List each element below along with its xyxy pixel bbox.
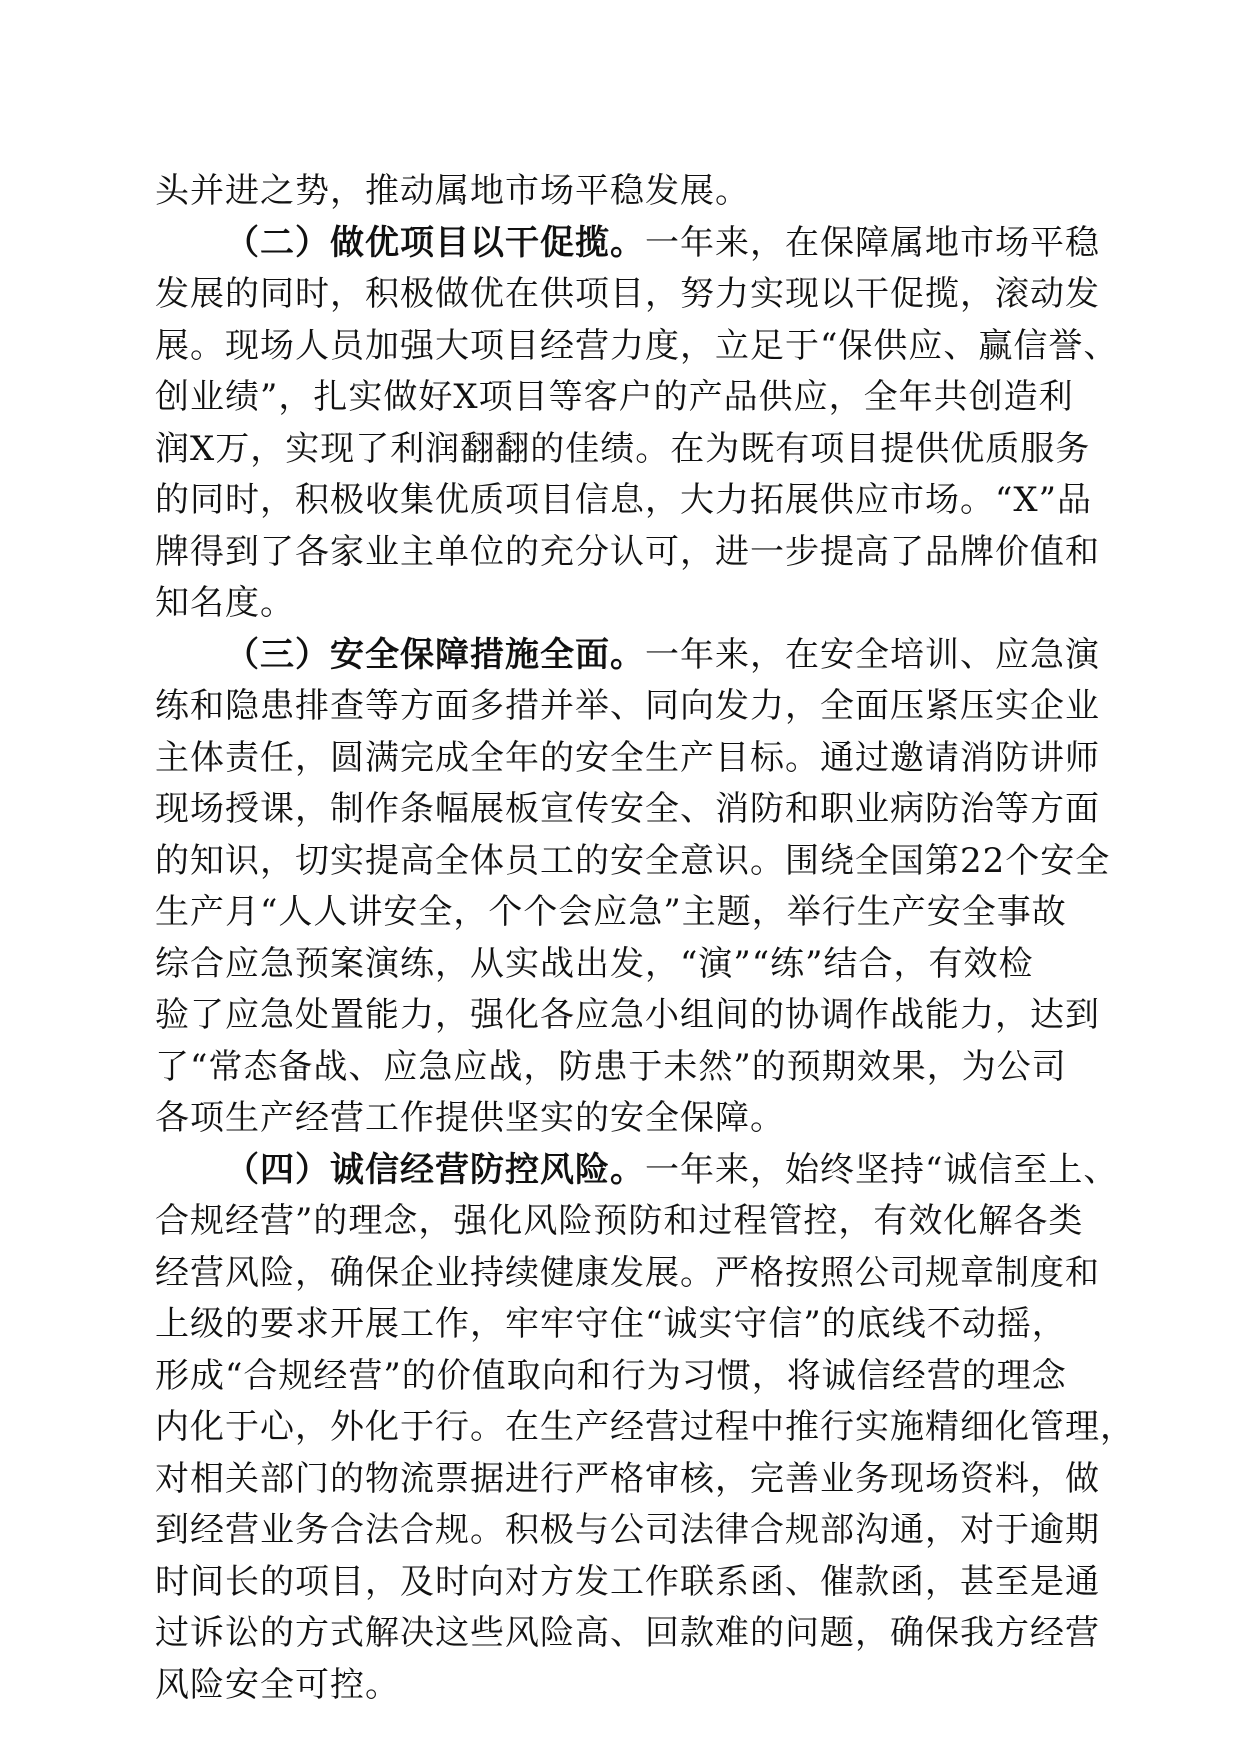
text-line: 过诉讼的方式解决这些风险高、回款难的问题，确保我方经营: [155, 1613, 1100, 1653]
text-line: 发展的同时，积极做优在供项目，努力实现以干促揽，滚动发: [155, 274, 1100, 314]
text-line: 创业绩”，扎实做好X项目等客户的产品供应，全年共创造利: [155, 377, 1074, 417]
text-line: 时间长的项目，及时向对方发工作联系函、催款函，甚至是通: [155, 1561, 1100, 1602]
text-line: 主体责任，圆满完成全年的安全生产目标。通过邀请消防讲师: [155, 737, 1100, 778]
text-line: 到经营业务合法合规。积极与公司法律合规部沟通，对于逾期: [155, 1510, 1100, 1550]
text-line: 润X万，实现了利润翻翻的佳绩。在为既有项目提供优质服务: [155, 428, 1091, 469]
text-line: 练和隐患排查等方面多措并举、同向发力，全面压紧压实企业: [155, 686, 1100, 726]
text-line: 了“常态备战、应急应战，防患于未然”的预期效果，为公司: [155, 1046, 1067, 1087]
section-heading: （二）做优项目以干促揽。: [225, 222, 645, 263]
text-line: 头并进之势，推动属地市场平稳发展。: [155, 171, 750, 211]
text-line: 合规经营”的理念，强化风险预防和过程管控，有效化解各类: [155, 1201, 1084, 1241]
section-heading-line: （四）诚信经营防控风险。一年来，始终坚持“诚信至上、: [225, 1149, 1119, 1190]
text-line: 牌得到了各家业主单位的充分认可，进一步提高了品牌价值和: [155, 531, 1100, 572]
text-line: 展。现场人员加强大项目经营力度，立足于“保供应、赢信誉、: [155, 325, 1119, 366]
text-line: 现场授课，制作条幅展板宣传安全、消防和职业病防治等方面: [155, 789, 1100, 829]
text-line: 各项生产经营工作提供坚实的安全保障。: [155, 1098, 785, 1138]
text-line: 经营风险，确保企业持续健康发展。严格按照公司规章制度和: [155, 1252, 1100, 1293]
text-line: 内化于心，外化于行。在生产经营过程中推行实施精细化管理，: [155, 1407, 1135, 1447]
text-line: 风险安全可控。: [155, 1664, 400, 1705]
text-line: 生产月“人人讲安全，个个会应急”主题，举行生产安全事故: [155, 892, 1067, 932]
text-line: 形成“合规经营”的价值取向和行为习惯，将诚信经营的理念: [155, 1355, 1067, 1396]
section-heading: （四）诚信经营防控风险。: [225, 1149, 645, 1190]
text-line: 的同时，积极收集优质项目信息，大力拓展供应市场。“X”品: [155, 480, 1092, 520]
section-heading-line: （二）做优项目以干促揽。一年来，在保障属地市场平稳: [225, 222, 1100, 263]
text-line: 知名度。: [155, 583, 295, 623]
text-line: 对相关部门的物流票据进行严格审核，完善业务现场资料，做: [155, 1458, 1100, 1499]
text-line: 上级的要求开展工作，牢牢守住“诚实守信”的底线不动摇，: [155, 1304, 1067, 1344]
text-line: 的知识，切实提高全体员工的安全意识。围绕全国第22个安全: [155, 840, 1111, 881]
section-heading: （三）安全保障措施全面。: [225, 634, 645, 675]
text-line: 验了应急处置能力，强化各应急小组间的协调作战能力，达到: [155, 995, 1100, 1035]
text-line: 综合应急预案演练，从实战出发，“演”“练”结合，有效检: [155, 943, 1034, 984]
section-heading-line: （三）安全保障措施全面。一年来，在安全培训、应急演: [225, 634, 1100, 675]
